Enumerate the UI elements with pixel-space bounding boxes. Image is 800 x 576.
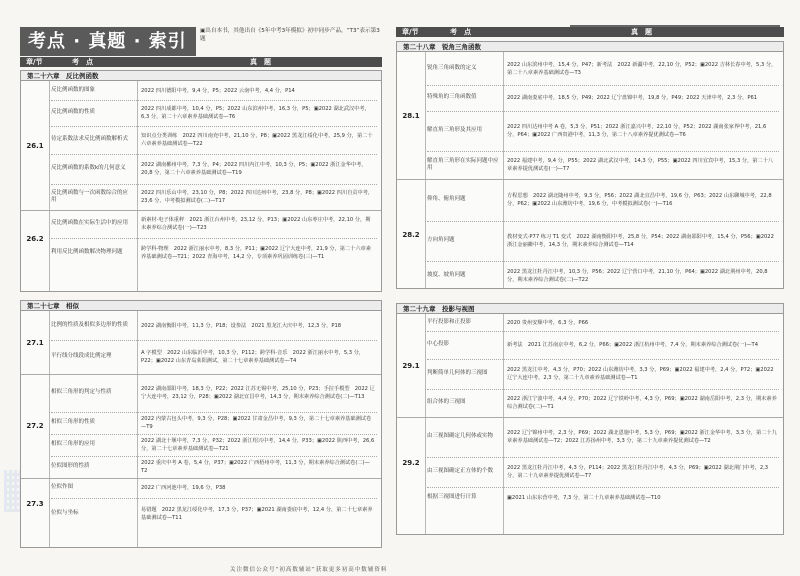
kaodian-label: 反比例函数的系数k的几何意义 xyxy=(51,165,126,172)
zhenti-entry: 2022 湖北十堰中考，7,3 分，P32；2022 浙江绍兴中考，14,4 分，P33；▣2022 陕西中考，26,6 分，第二十七章素养基础测试卷—T21 xyxy=(141,438,375,452)
kaodian-label: 中心投影 xyxy=(427,341,450,348)
section-number: 28.2 xyxy=(402,231,420,239)
section-number: 26.2 xyxy=(26,235,44,243)
row-separator xyxy=(427,85,779,86)
column-divider xyxy=(49,81,50,291)
header-kaodian: 考 点 xyxy=(450,28,471,36)
row-separator xyxy=(51,456,377,457)
kaodian-label: 相似三角形的性质 xyxy=(51,419,96,426)
column-divider xyxy=(503,52,504,288)
section-number: 26.1 xyxy=(26,142,44,150)
kaodian-label: 解直角三角形及其应用 xyxy=(427,127,483,134)
row-separator xyxy=(51,154,377,155)
row-separator xyxy=(427,111,779,112)
kaodian-label: 反比例函数与一次函数综合的应用 xyxy=(51,189,129,203)
zhenti-entry: 方程思想 2022 湖北随州中考，9,3 分，P56；2022 湖北宜昌中考，19,6 分，P63；2022 山东聊城中考，22,8 分，P62；▣2022 山东潍坊中考，19,6 分，中考模拟测试卷(一)—T16 xyxy=(507,193,772,207)
kaodian-label: 判断简单几何体的三视图 xyxy=(427,370,488,377)
chapter-title: 第二十八章 锐角三角函数 xyxy=(397,42,783,52)
row-separator xyxy=(51,238,377,239)
zhenti-entry: 2022 黑龙江牡丹江中考，4,3 分，P114；2022 黑龙江牡丹江中考，4,3 分，P69；▣2022 湖北荆门中考，2,3 分，第二十九章素养提优测试卷—T7 xyxy=(507,465,769,479)
kaodian-label: 反比例函数在实际生活中的应用 xyxy=(51,220,129,227)
section-separator xyxy=(21,374,381,375)
row-separator xyxy=(427,221,779,222)
kaodian-label: 坡度、坡角问题 xyxy=(427,272,466,279)
kaodian-label: 仰角、俯角问题 xyxy=(427,196,466,203)
row-separator xyxy=(427,359,779,360)
zhenti-entry: 2022 广西河池中考，19,6 分，P38 xyxy=(141,485,226,491)
row-separator xyxy=(427,151,779,152)
right-column-header xyxy=(396,27,784,37)
footer-note: 关注微信公众号“初高数辅站”获取更多初高中数辅资料 xyxy=(230,567,388,573)
banner-note: ▣出自本书，其他出自《5年中考3年模拟》初中同步产品，“T3”表示第3题 xyxy=(200,28,380,42)
kaodian-label: 比例的性质及相似多边形的性质 xyxy=(51,322,129,329)
zhenti-entry: 新考法 2021 江苏南京中考，6,2 分，P66；▣2022 浙江杭州中考，7,4 分，期末素养综合测试卷(一)—T4 xyxy=(507,342,759,348)
column-divider xyxy=(503,314,504,534)
row-separator xyxy=(51,498,377,499)
kaodian-label: 相似三角形的应用 xyxy=(51,441,96,448)
section-number: 27.2 xyxy=(26,422,44,430)
header-zhenti: 真 题 xyxy=(631,28,652,36)
column-divider xyxy=(137,81,138,291)
zhenti-entry: 跨学科·物理 2022 浙江丽水中考，8,3 分，P11；▣2022 辽宁大连中考，21,9 分，第二十六章素养基础测试卷—T21；2022 青海中考，14,2 分，专项素养巩固训练卷(三)—T1 xyxy=(141,246,371,260)
chapter-26-panel xyxy=(20,70,382,292)
zhenti-entry: 2022 黑龙江中考，4,3 分，P70；2022 山东潍坊中考，3,3 分，P69；▣2022 福建中考，2,4 分，P72；▣2022 辽宁大连中考，2,3 分，第二十九章素养基础测试卷—T1 xyxy=(507,367,774,381)
zhenti-entry: 2022 湖南邵阳中考，18,3 分，P22；2022 江苏无锡中考，25,10 分，P23；手拉手模型 2022 辽宁大连中考，23,12 分，P28；▣2022 湖北宜昌中考，14,3 分，期末素养综合测试卷(二)—T13 xyxy=(141,386,375,400)
kaodian-label: 平行线分线段成比例定理 xyxy=(51,353,112,360)
row-separator xyxy=(51,100,377,101)
zhenti-entry: 知识点分类训练 2022 四川南充中考，21,10 分，P8；▣2022 黑龙江绥化中考，25,9 分，第二十六章素养基础测试卷—T22 xyxy=(141,133,373,147)
zhenti-entry: 2022 湖南郴州中考，7,3 分，P4；2022 四川内江中考，10,3 分，P5；▣2022 浙江金华中考，20,8 分，第二十六章素养基础测试卷—T19 xyxy=(141,162,367,176)
row-separator xyxy=(427,487,779,488)
kaodian-label: 待定系数法求反比例函数解析式 xyxy=(51,136,129,143)
zhenti-entry: 新素材·电子体重秤 2021 浙江台州中考，23,12 分，P13；▣2022 山东枣庄中考，22,10 分，期末素养综合测试卷(一)—T23 xyxy=(141,217,371,231)
zhenti-entry: 2022 黑龙江牡丹江中考，10,3 分，P56；2022 辽宁营口中考，21,10 分，P64；▣2022 湖北荆州中考，20,8 分，期末素养综合测试卷(二)—T22 xyxy=(507,269,768,283)
section-number: 28.1 xyxy=(402,112,420,120)
kaodian-label: 反比例函数的性质 xyxy=(51,109,96,116)
zhenti-entry: 2022 重庆中考 A 卷，5,4 分，P37；▣2022 广西梧州中考，11,3 分，期末素养综合测试卷(二)—T2 xyxy=(141,460,370,474)
zhenti-entry: 2022 内蒙古包头中考，9,3 分，P28；▣2022 甘肃金昌中考，9,3 分，第二十七章素养基础测试卷—T9 xyxy=(141,416,372,430)
kaodian-label: 平行投影和正投影 xyxy=(427,319,472,326)
zhenti-entry: 2022 四川成都中考，10,4 分，P5；2022 山东滨州中考，16,3 分，P5；▣2022 湖北武汉中考，6,3 分，第二十六章素养基础测试卷—T6 xyxy=(141,106,370,120)
kaodian-label: 由三视图确定几何体或实物 xyxy=(427,433,494,440)
row-separator xyxy=(51,434,377,435)
zhenti-entry: 2022 湖南娄底中考，18,5 分，P49；2022 辽宁盘锦中考，19,8 分，P49；2022 天津中考，2,3 分，P61 xyxy=(507,95,758,101)
chapter-title: 第二十六章 反比例函数 xyxy=(21,71,381,81)
kaodian-label: 反比例函数的图象 xyxy=(51,87,96,94)
kaodian-label: 方向角问题 xyxy=(427,237,455,244)
zhenti-entry: 2022 四川乐山中考，23,10 分，P8；2022 四川达州中考，23,8 分，P8；▣2022 四川自贡中考，23,6 分，中考模拟测试卷(二)—T17 xyxy=(141,190,374,204)
zhenti-entry: ▣2021 山东东营中考，7,3 分，第二十九章素养基础测试卷—T10 xyxy=(507,495,661,501)
section-number: 27.1 xyxy=(26,339,44,347)
kaodian-label: 相似三角形的判定与性质 xyxy=(51,389,112,396)
column-divider xyxy=(49,311,50,547)
header-chapter: 章/节 xyxy=(402,28,419,36)
zhenti-entry: 2022 山东滨州中考，15,4 分，P47；新考法 2022 新疆中考，22,10 分，P52；▣2022 吉林长春中考，5,3 分，第二十八章素养基础测试卷—T3 xyxy=(507,62,777,76)
column-divider xyxy=(425,52,426,288)
column-divider xyxy=(137,311,138,547)
row-separator xyxy=(51,412,377,413)
watermark-stamp xyxy=(4,470,20,512)
section-number: 29.1 xyxy=(402,362,420,370)
banner-title: 考点 · 真题 · 索引 xyxy=(20,27,196,56)
chapter-title: 第二十九章 投影与视图 xyxy=(397,304,783,314)
zhenti-entry: 2022 辽宁锦州中考，2,3 分，P69；2022 湖北恩施中考，5,3 分，P69；▣2022 浙江金华中考，3,3 分，第二十九章素养基础测试卷—T2；2022 江苏扬州中考，3,3 分，第二十九章素养提优测试卷—T2 xyxy=(507,430,777,444)
chapter-29-panel xyxy=(396,303,784,535)
row-separator xyxy=(427,261,779,262)
kaodian-label: 位似图形的性质 xyxy=(51,463,90,470)
chapter-28-panel xyxy=(396,41,784,289)
kaodian-label: 特殊角的三角函数值 xyxy=(427,94,477,101)
kaodian-label: 利用反比例函数解决物理问题 xyxy=(51,249,123,256)
header-chapter: 章/节 xyxy=(26,58,43,66)
kaodian-label: 解直角三角形在实际问题中应用 xyxy=(427,157,499,171)
section-separator xyxy=(21,210,381,211)
zhenti-entry: 教材变式·P77 练习 T1 变式 2022 湖南衡阳中考，25,8 分，P54；2022 湖南邵阳中考，15,4 分，P56；▣2022 浙江金丽衢中考，14,3 分，期末素养综合测试卷—T14 xyxy=(507,234,774,248)
chapter-title: 第二十七章 相似 xyxy=(21,301,381,311)
zhenti-entry: 2020 贵州安顺中考，6,3 分，P66 xyxy=(507,320,589,326)
section-number: 27.3 xyxy=(26,500,44,508)
zhenti-entry: 2022 湖南衡阳中考，11,3 分，P18；设参法 2021 黑龙江大庆中考，12,3 分，P18 xyxy=(141,323,342,329)
column-divider xyxy=(425,314,426,534)
section-number: 29.2 xyxy=(402,459,420,467)
row-separator xyxy=(427,331,779,332)
zhenti-entry: 2022 福建中考，9,4 分，P55；2022 湖北武汉中考，14,3 分，P55；▣2022 四川宜宾中考，15,3 分，第二十八章素养提优测试卷(一)—T7 xyxy=(507,158,774,172)
zhenti-entry: 2022 四川德阳中考，9,4 分，P5；2022 云南中考，4,4 分，P14 xyxy=(141,88,295,94)
zhenti-entry: 2022 四川达州中考 A 卷，5,3 分，P51；2022 浙江嘉兴中考，22,10 分，P52；2022 湖南张家界中考，21,6 分，P64；▣2022 广西贵港中考，11,3 分，第二十八章素养提优测试卷—T6 xyxy=(507,124,767,138)
header-zhenti: 真 题 xyxy=(250,58,271,66)
row-separator xyxy=(427,457,779,458)
zhenti-entry: 易错题 2022 黑龙江绥化中考，17,3 分，P37；▣2021 湖南娄底中考，12,4 分，第二十七章素养基础测试卷—T11 xyxy=(141,507,373,521)
kaodian-label: 位似与坐标 xyxy=(51,510,79,517)
row-separator xyxy=(51,340,377,341)
left-column-header xyxy=(20,57,382,67)
row-separator xyxy=(51,126,377,127)
section-separator xyxy=(397,179,783,180)
section-separator xyxy=(21,478,381,479)
chapter-27-panel xyxy=(20,300,382,548)
section-separator xyxy=(397,417,783,418)
kaodian-label: 位似作图 xyxy=(51,484,74,491)
zhenti-entry: 2022 浙江宁波中考，4,4 分，P70；2022 辽宁铁岭中考，4,3 分，P69；▣2022 湖南岳阳中考，2,3 分，期末素养综合测试卷(二)—T1 xyxy=(507,396,777,410)
row-separator xyxy=(51,184,377,185)
kaodian-label: 由三视图确定正方体的个数 xyxy=(427,468,494,475)
kaodian-label: 锐角三角函数的定义 xyxy=(427,65,477,72)
kaodian-label: 组合体的三视图 xyxy=(427,399,466,406)
kaodian-label: 根据三视图进行计算 xyxy=(427,494,477,501)
row-separator xyxy=(427,389,779,390)
header-kaodian: 考 点 xyxy=(72,58,93,66)
zhenti-entry: A 字模型 2022 山东临沂中考，10,3 分，P112；跨学科·音乐 2022 浙江丽水中考，5,3 分，P22；▣2022 山东青岛莱阳测试，第二十七章素养基础测试卷—T4 xyxy=(141,350,365,364)
